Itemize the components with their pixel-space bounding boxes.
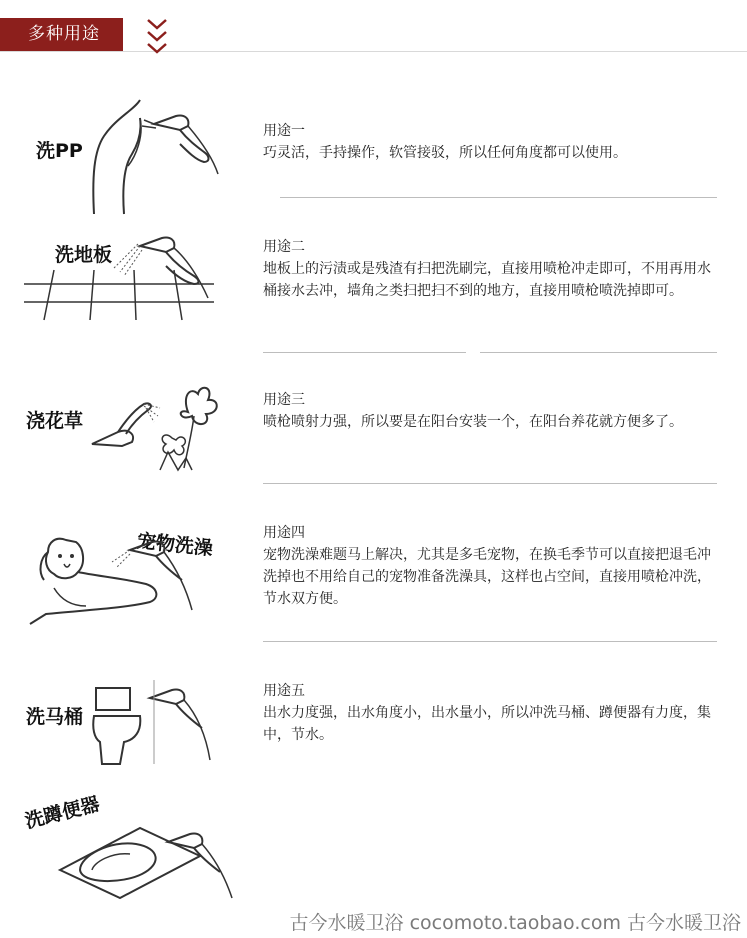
section-title: 多种用途 bbox=[28, 24, 100, 44]
usage-2-divider-left bbox=[263, 352, 466, 353]
usage-3-flower-illustration-icon bbox=[88, 382, 228, 472]
usage-5-squat-toilet-illustration-icon bbox=[50, 800, 240, 900]
usage-4-title: 用途四 bbox=[263, 525, 305, 541]
header-divider bbox=[0, 51, 747, 52]
usage-5-label-squat-toilet: 洗蹲便器 bbox=[22, 793, 102, 833]
usage-5-label-toilet: 洗马桶 bbox=[26, 706, 84, 728]
usage-4-divider bbox=[263, 641, 717, 642]
usage-5-toilet-illustration-icon bbox=[90, 680, 230, 770]
usage-1-text: 巧灵活，手持操作，软管接驳，所以任何角度都可以使用。 bbox=[263, 145, 627, 161]
usage-4-pet-illustration-icon bbox=[26, 528, 226, 628]
usage-4-label: 宠物洗澡 bbox=[135, 530, 214, 560]
usage-3-title: 用途三 bbox=[263, 392, 305, 408]
usage-2-label: 洗地板 bbox=[55, 244, 113, 266]
usage-2-divider-right bbox=[480, 352, 717, 353]
usage-1-divider bbox=[280, 197, 717, 198]
usage-5 bbox=[263, 681, 723, 746]
usage-2-title: 用途二 bbox=[263, 239, 305, 255]
usage-1-label: 洗PP bbox=[36, 140, 83, 162]
usage-4 bbox=[263, 523, 723, 610]
usage-2-text: 地板上的污渍或是残渣有扫把洗刷完，直接用喷枪冲走即可，不用再用水桶接水去冲，墙角之类扫把扫不到的地方，直接用喷枪喷洗掉即可。 bbox=[263, 261, 711, 299]
usage-3-divider bbox=[263, 483, 717, 484]
chevron-down-icon bbox=[146, 16, 168, 56]
usage-3-text: 喷枪喷射力强，所以要是在阳台安装一个，在阳台养花就方便多了。 bbox=[263, 414, 683, 430]
usage-5-title: 用途五 bbox=[263, 683, 305, 699]
usage-2 bbox=[263, 237, 723, 302]
usage-1-title: 用途一 bbox=[263, 123, 305, 139]
usage-1 bbox=[263, 121, 723, 164]
usage-2-floor-illustration-icon bbox=[24, 232, 224, 322]
usage-4-text: 宠物洗澡难题马上解决，尤其是多毛宠物，在换毛季节可以直接把退毛冲洗掉也不用给自己的宠物准备洗澡具，这样也占空间，直接用喷枪冲洗，节水双方便。 bbox=[263, 547, 711, 607]
section-title-badge bbox=[0, 18, 123, 51]
usage-1-illustration-icon bbox=[84, 96, 224, 216]
usage-3-label: 浇花草 bbox=[26, 410, 84, 432]
usage-5-text: 出水力度强，出水角度小，出水量小，所以冲洗马桶、蹲便器有力度，集中，节水。 bbox=[263, 705, 711, 743]
footer-watermark: 古今水暖卫浴 cocomoto.taobao.com 古今水暖卫浴 bbox=[289, 912, 741, 934]
usage-3 bbox=[263, 390, 723, 433]
